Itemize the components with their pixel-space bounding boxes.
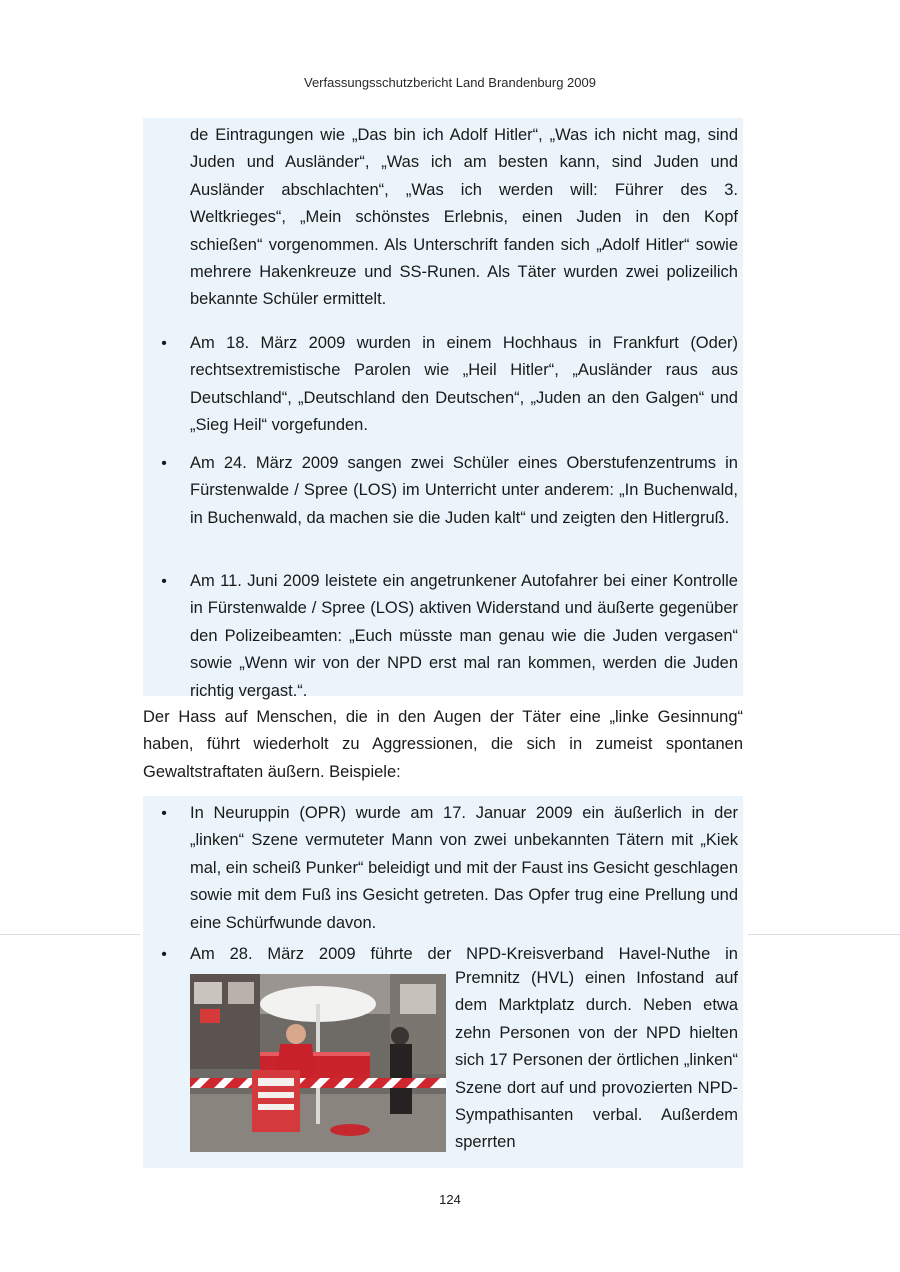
list-item-text: Am 24. März 2009 sangen zwei Schüler eines Oberstufenzentrums in Fürstenwalde / Spree (LOS) im Unterricht unter anderem: „In Buchenwald, in Buchenwald, da machen sie die Juden kalt“ und zeigten den Hitlergruß. xyxy=(190,454,738,527)
list-item-text: Am 18. März 2009 wurden in einem Hochhaus in Frankfurt (Oder) rechtsextremistische Parolen wie „Heil Hitler“, „Ausländer raus aus Deutschland“, „Deutschland den Deutschen“, „Juden an den Galgen“ und „Sieg Heil“ vorgefunden. xyxy=(190,334,738,435)
page-number: 124 xyxy=(439,1192,461,1207)
bullet-icon: • xyxy=(161,573,167,590)
divider-left xyxy=(0,934,140,935)
page-header: Verfassungsschutzbericht Land Brandenburg 2009 xyxy=(304,75,596,90)
list-item-first-line: Am 28. März 2009 führte der NPD-Kreisverband Havel-Nuthe in xyxy=(190,945,738,963)
infostand-photo xyxy=(190,974,446,1152)
continuation-paragraph: de Eintragungen wie „Das bin ich Adolf Hitler“, „Was ich nicht mag, sind Juden und Ausländer“, „Was ich am besten kann, sind Juden und Ausländer abschlachten“, „Was ich werden will: Führer des 3. Weltkrieges“, „Mein schönstes Erlebnis, einen Juden in den Kopf schießen“ vorgenommen. Als Unterschrift fanden sich „Adolf Hitler“ sowie mehrere Hakenkreuze und SS-Runen. Als Täter wurden zwei polizeilich bekannte Schüler ermittelt. xyxy=(190,126,738,309)
bullet-icon: • xyxy=(161,335,167,352)
intro-paragraph: Der Hass auf Menschen, die in den Augen der Täter eine „linke Gesinnung“ haben, führt wiederholt zu Aggressionen, die sich in zumeist spontanen Gewaltstraftaten äußern. Beispiele: xyxy=(143,708,743,781)
bullet-icon: • xyxy=(161,455,167,472)
list-item-text: Am 11. Juni 2009 leistete ein angetrunkener Autofahrer bei einer Kontrolle in Fürstenwalde / Spree (LOS) aktiven Widerstand und äußerte gegenüber den Polizeibeamten: „Euch müsste man genau wie die Juden vergasen“ sowie „Wenn wir von der NPD erst mal ran kommen, werden die Juden richtig vergast.“. xyxy=(190,572,738,700)
list-item-text: In Neuruppin (OPR) wurde am 17. Januar 2009 ein äußerlich in der „linken“ Szene vermuteter Mann von zwei unbekannten Tätern mit „Kiek mal, ein scheiß Punker“ beleidigt und mit der Faust ins Gesicht geschlagen sowie mit dem Fuß ins Gesicht getreten. Das Opfer trug eine Prellung und eine Schürfwunde davon. xyxy=(190,804,738,932)
bullet-icon: • xyxy=(161,946,167,963)
divider-right xyxy=(748,934,900,935)
list-item-wrapped-text: Premnitz (HVL) einen Infostand auf dem Marktplatz durch. Neben etwa zehn Personen von der NPD hielten sich 17 Personen der örtlichen „linken“ Szene dort auf und provozierten NPD-Sympathisanten verbal. Außerdem sperrten xyxy=(455,969,738,1152)
bullet-icon: • xyxy=(161,805,167,822)
